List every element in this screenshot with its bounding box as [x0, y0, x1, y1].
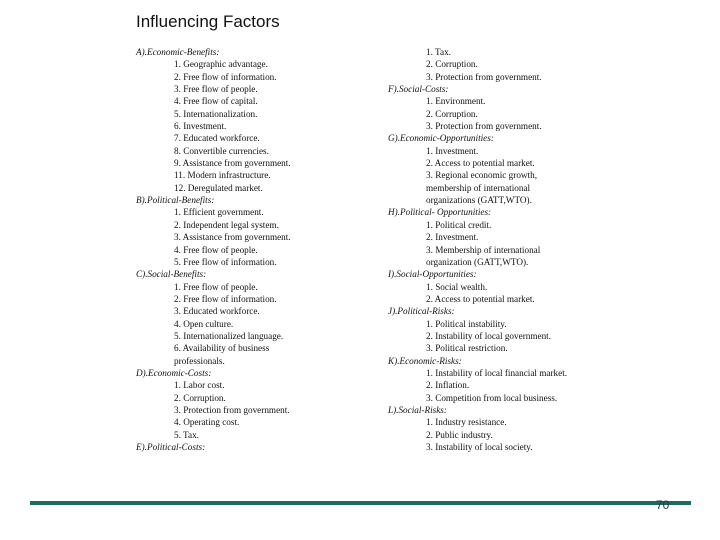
- factor-item: 2. Corruption.: [174, 392, 226, 403]
- factor-item: 1. Political credit.: [426, 219, 492, 230]
- factor-item: 1. Geographic advantage.: [174, 59, 268, 70]
- factor-item: 7. Educated workforce.: [174, 133, 260, 144]
- factor-item: 6. Availability of business: [174, 343, 270, 354]
- factor-item: organizations (GATT,WTO).: [426, 195, 532, 206]
- factor-item: 3. Instability of local society.: [426, 442, 533, 452]
- factor-heading: F).Social-Costs:: [388, 84, 449, 95]
- factor-item: 3. Educated workforce.: [174, 306, 260, 317]
- factor-item: 5. Free flow of information.: [174, 256, 277, 267]
- factor-item: 3. Protection from government.: [426, 71, 542, 82]
- factor-item: 3. Protection from government.: [174, 404, 290, 415]
- footer-bar: [30, 501, 691, 505]
- factor-item: organization (GATT,WTO).: [426, 256, 529, 267]
- factor-item: 6. Investment.: [174, 121, 227, 132]
- factor-item: 3. Protection from government.: [426, 121, 542, 132]
- factor-item: 2. Investment.: [426, 232, 479, 243]
- factor-item: 2. Free flow of information.: [174, 71, 277, 82]
- factor-item: 4. Free flow of people.: [174, 244, 258, 255]
- factor-item: 5. Internationalization.: [174, 108, 258, 119]
- factor-heading: B).Political-Benefits:: [136, 195, 215, 206]
- page-number: 70: [656, 498, 670, 512]
- factor-item: professionals.: [174, 355, 225, 366]
- factor-heading: D).Economic-Costs:: [136, 367, 212, 378]
- factor-item: 1. Industry resistance.: [426, 417, 507, 428]
- factor-item: 3. Political restriction.: [426, 343, 508, 354]
- factor-item: 1. Instability of local financial market.: [426, 367, 568, 378]
- factor-item: 3. Competition from local business.: [426, 392, 558, 403]
- factor-item: 2. Instability of local government.: [426, 330, 552, 341]
- factor-item: 2. Public industry.: [426, 429, 493, 440]
- factor-item: 1. Free flow of people.: [174, 281, 258, 292]
- factor-heading: C).Social-Benefits:: [136, 269, 207, 280]
- factor-heading: K).Economic-Risks:: [388, 355, 462, 366]
- factor-item: 2. Access to potential market.: [426, 293, 535, 304]
- left-column: [136, 46, 366, 453]
- factor-item: 5. Internationalized language.: [174, 330, 284, 341]
- factor-heading: I).Social-Opportunities:: [388, 269, 477, 280]
- factor-item: 5. Tax.: [174, 429, 199, 440]
- factor-heading: E).Political-Costs:: [136, 442, 206, 452]
- factor-item: 1. Efficient government.: [174, 207, 264, 218]
- factor-item: 1. Labor cost.: [174, 380, 225, 391]
- right-column: [388, 46, 618, 453]
- factor-heading: H).Political- Opportunities:: [388, 207, 492, 218]
- factor-item: 8. Convertible currencies.: [174, 145, 269, 156]
- factor-item: 4. Free flow of capital.: [174, 96, 258, 107]
- factor-item: 1. Tax.: [426, 47, 451, 57]
- factor-item: 2. Corruption.: [426, 108, 478, 119]
- factor-item: 11. Modern infrastructure.: [174, 170, 271, 181]
- factor-item: 1. Social wealth.: [426, 281, 488, 292]
- factor-heading: G).Economic-Opportunities:: [388, 133, 494, 144]
- factor-item: 1. Environment.: [426, 96, 486, 107]
- factor-item: 9. Assistance from government.: [174, 158, 291, 169]
- factor-heading: J).Political-Risks:: [388, 306, 455, 317]
- factor-item: 2. Free flow of information.: [174, 293, 277, 304]
- factor-item: 3. Assistance from government.: [174, 232, 291, 243]
- factor-item: 4. Open culture.: [174, 318, 234, 329]
- factor-item: membership of international: [426, 182, 531, 193]
- factor-item: 2. Corruption.: [426, 59, 478, 70]
- factor-item: 12. Deregulated market.: [174, 182, 263, 193]
- factor-item: 1. Investment.: [426, 145, 479, 156]
- factor-heading: A).Economic-Benefits:: [136, 47, 220, 57]
- factor-heading: L).Social-Risks:: [388, 404, 447, 415]
- factor-item: 3. Membership of international: [426, 244, 541, 255]
- factor-item: 3. Free flow of people.: [174, 84, 258, 95]
- factor-item: 2. Access to potential market.: [426, 158, 535, 169]
- slide-title: Influencing Factors: [136, 12, 280, 31]
- factor-item: 2. Independent legal system.: [174, 219, 279, 230]
- factor-item: 2. Inflation.: [426, 380, 470, 391]
- factor-item: 3. Regional economic growth,: [426, 170, 537, 181]
- factor-item: 1. Political instability.: [426, 318, 507, 329]
- factor-item: 4. Operating cost.: [174, 417, 240, 428]
